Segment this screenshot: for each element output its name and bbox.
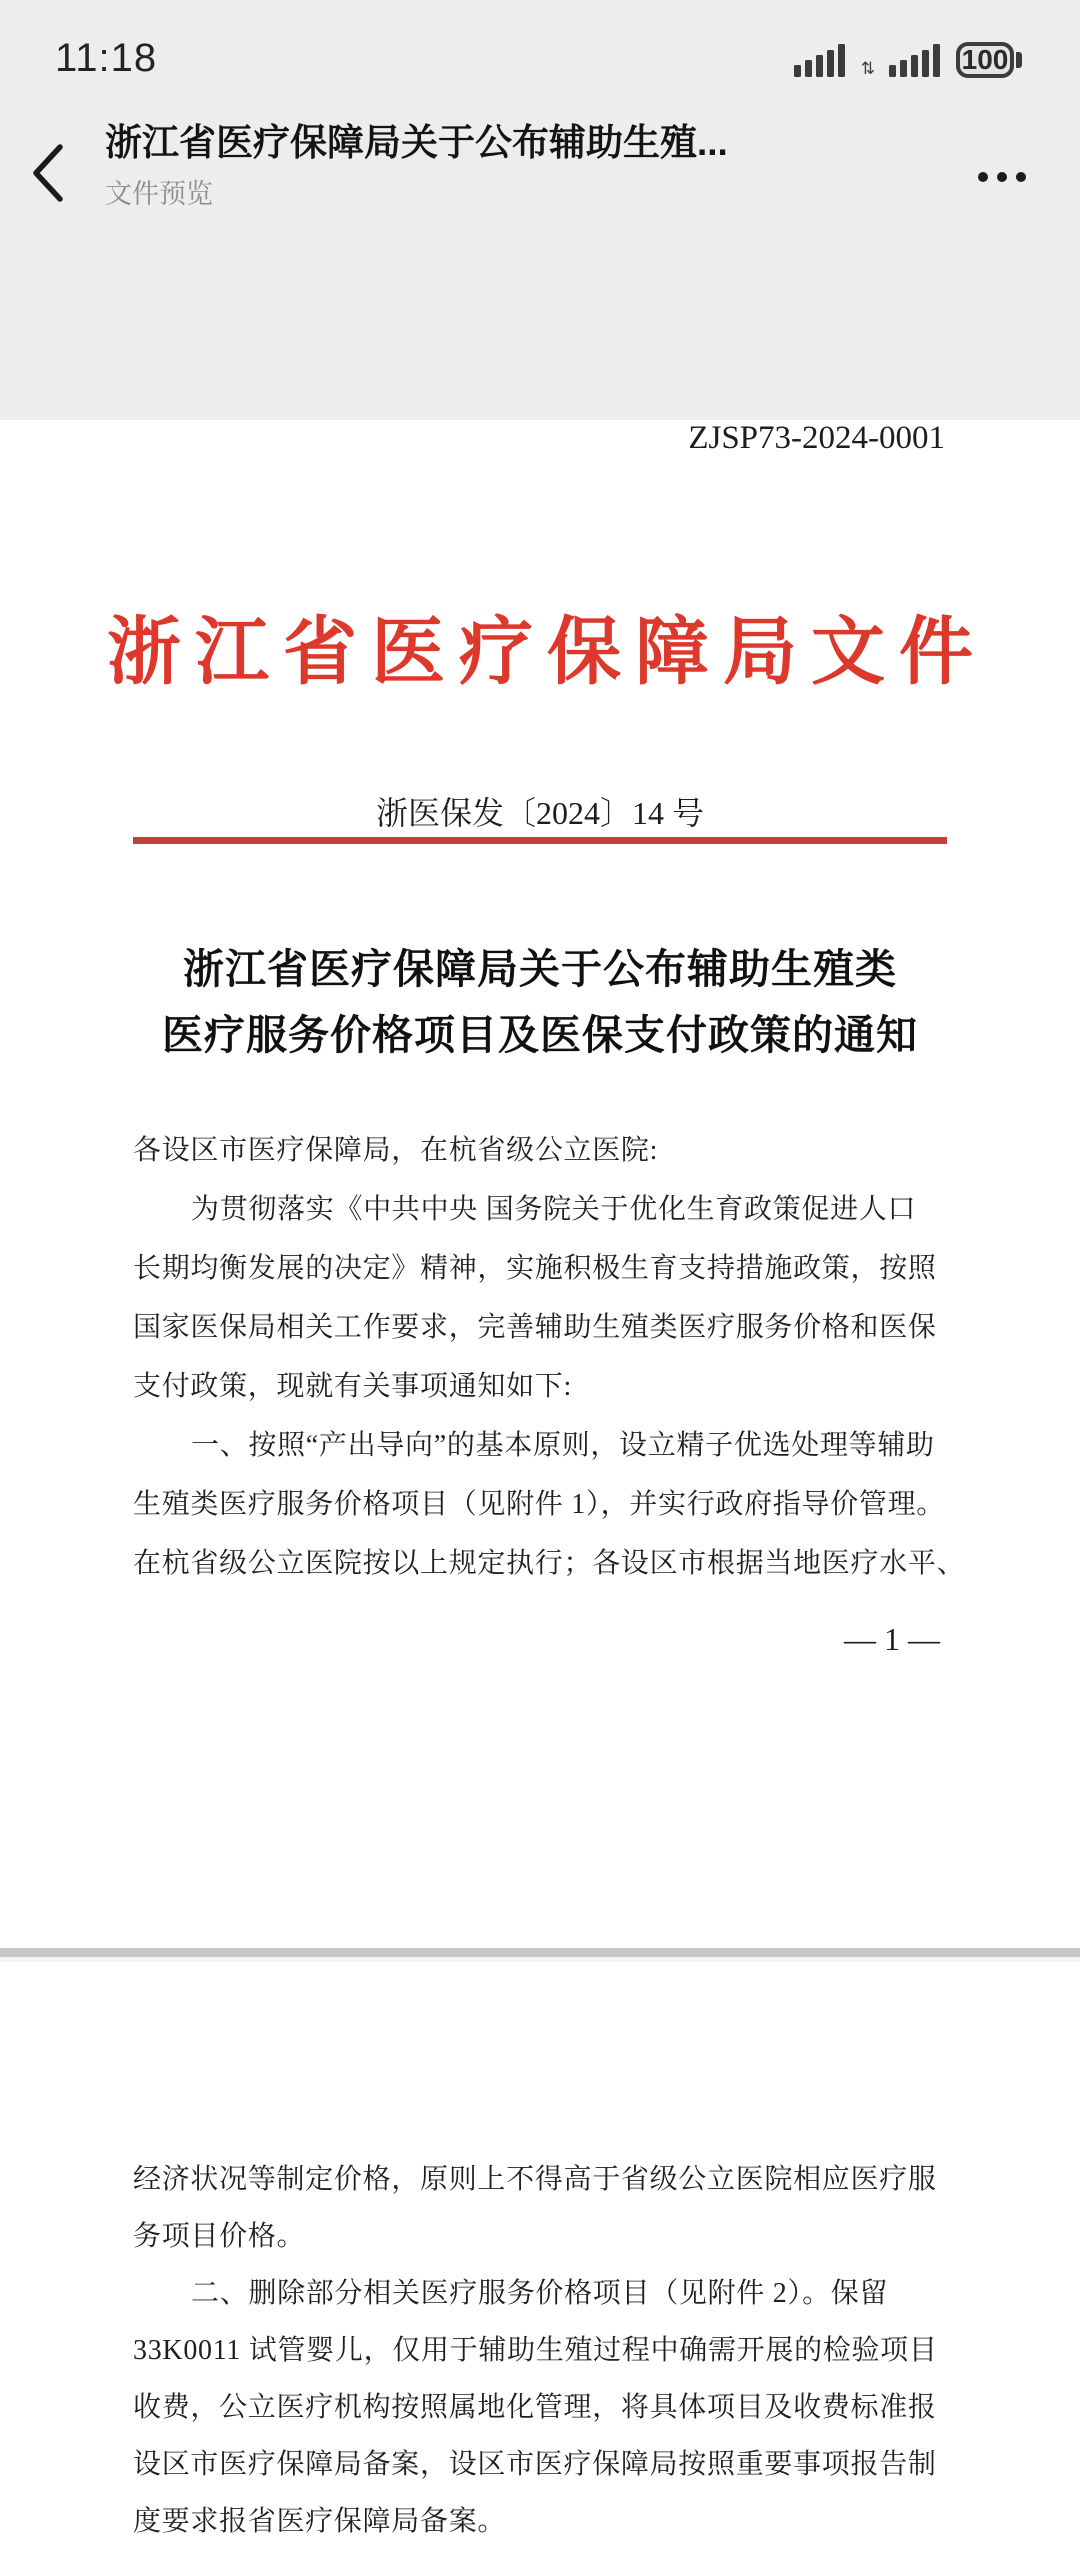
- battery-level: 100: [956, 42, 1014, 78]
- clock-text: 11:18: [55, 35, 158, 80]
- text-line: 收费，公立医疗机构按照属地化管理，将具体项目及收费标准报: [133, 2392, 937, 2423]
- battery-icon: [956, 42, 1022, 78]
- text-line: 33K0011 试管婴儿，仅用于辅助生殖过程中确需开展的检验项目: [133, 2335, 938, 2366]
- status-icons: [794, 32, 1022, 78]
- dot-icon: [1016, 172, 1026, 182]
- text-line: 国家医保局相关工作要求，完善辅助生殖类医疗服务价格和医保: [133, 1312, 937, 1343]
- back-button[interactable]: [26, 140, 70, 206]
- document-page-2: [0, 1962, 1080, 2537]
- text-line: 二、删除部分相关医疗服务价格项目（见附件 2）。保留: [191, 2278, 889, 2309]
- file-preview-label: 文件预览: [105, 179, 213, 209]
- signal-strength-icon-sim1: [794, 43, 845, 77]
- text-line: 度要求报省医疗保障局备案。: [133, 2506, 507, 2537]
- file-title: 浙江省医疗保障局关于公布辅助生殖...: [105, 122, 728, 163]
- page-number: — 1 —: [844, 1621, 940, 1657]
- text-line: 在杭省级公立医院按以上规定执行；各设区市根据当地医疗水平、: [133, 1548, 966, 1579]
- red-letterhead: 浙江省医疗保障局文件: [107, 612, 987, 694]
- doc-title-line2: 医疗服务价格项目及医保支付政策的通知: [162, 1012, 918, 1058]
- text-line: 为贯彻落实《中共中央 国务院关于优化生育政策促进人口: [191, 1194, 917, 1225]
- document-page-1: [0, 420, 1080, 1948]
- red-divider: [133, 837, 947, 844]
- more-menu-button[interactable]: [972, 166, 1032, 188]
- text-line: 生殖类医疗服务价格项目（见附件 1），并实行政府指导价管理。: [133, 1489, 946, 1520]
- dot-icon: [978, 172, 988, 182]
- text-line: 经济状况等制定价格，原则上不得高于省级公立医院相应医疗服: [133, 2164, 937, 2195]
- doc-code: ZJSP73-2024-0001: [688, 420, 945, 456]
- status-bar: [0, 0, 1080, 110]
- text-line: 一、按照“产出导向”的基本原则，设立精子优选处理等辅助: [191, 1430, 935, 1461]
- text-line: 各设区市医疗保障局，在杭省级公立医院:: [133, 1135, 659, 1166]
- text-line: 支付政策，现就有关事项通知如下:: [133, 1371, 572, 1402]
- dot-icon: [997, 172, 1007, 182]
- text-line: 务项目价格。: [133, 2221, 306, 2252]
- nav-texts: [105, 118, 865, 214]
- doc-number: 浙医保发〔2024〕14 号: [375, 795, 704, 831]
- chevron-left-icon: [26, 140, 70, 206]
- doc-title: [0, 936, 1080, 1068]
- doc-body-page1: [133, 1121, 966, 1593]
- page-separator: [0, 1948, 1080, 1957]
- nav-bar: [0, 110, 1080, 240]
- text-line: 设区市医疗保障局备案，设区市医疗保障局按照重要事项报告制: [133, 2449, 937, 2480]
- text-line: 长期均衡发展的决定》精神，实施积极生育支持措施政策，按照: [133, 1253, 937, 1284]
- doc-title-line1: 浙江省医疗保障局关于公布辅助生殖类: [183, 946, 897, 992]
- battery-nub: [1016, 52, 1022, 68]
- network-arrows-icon: ⇅: [860, 59, 875, 79]
- signal-strength-icon-sim2: [889, 43, 940, 77]
